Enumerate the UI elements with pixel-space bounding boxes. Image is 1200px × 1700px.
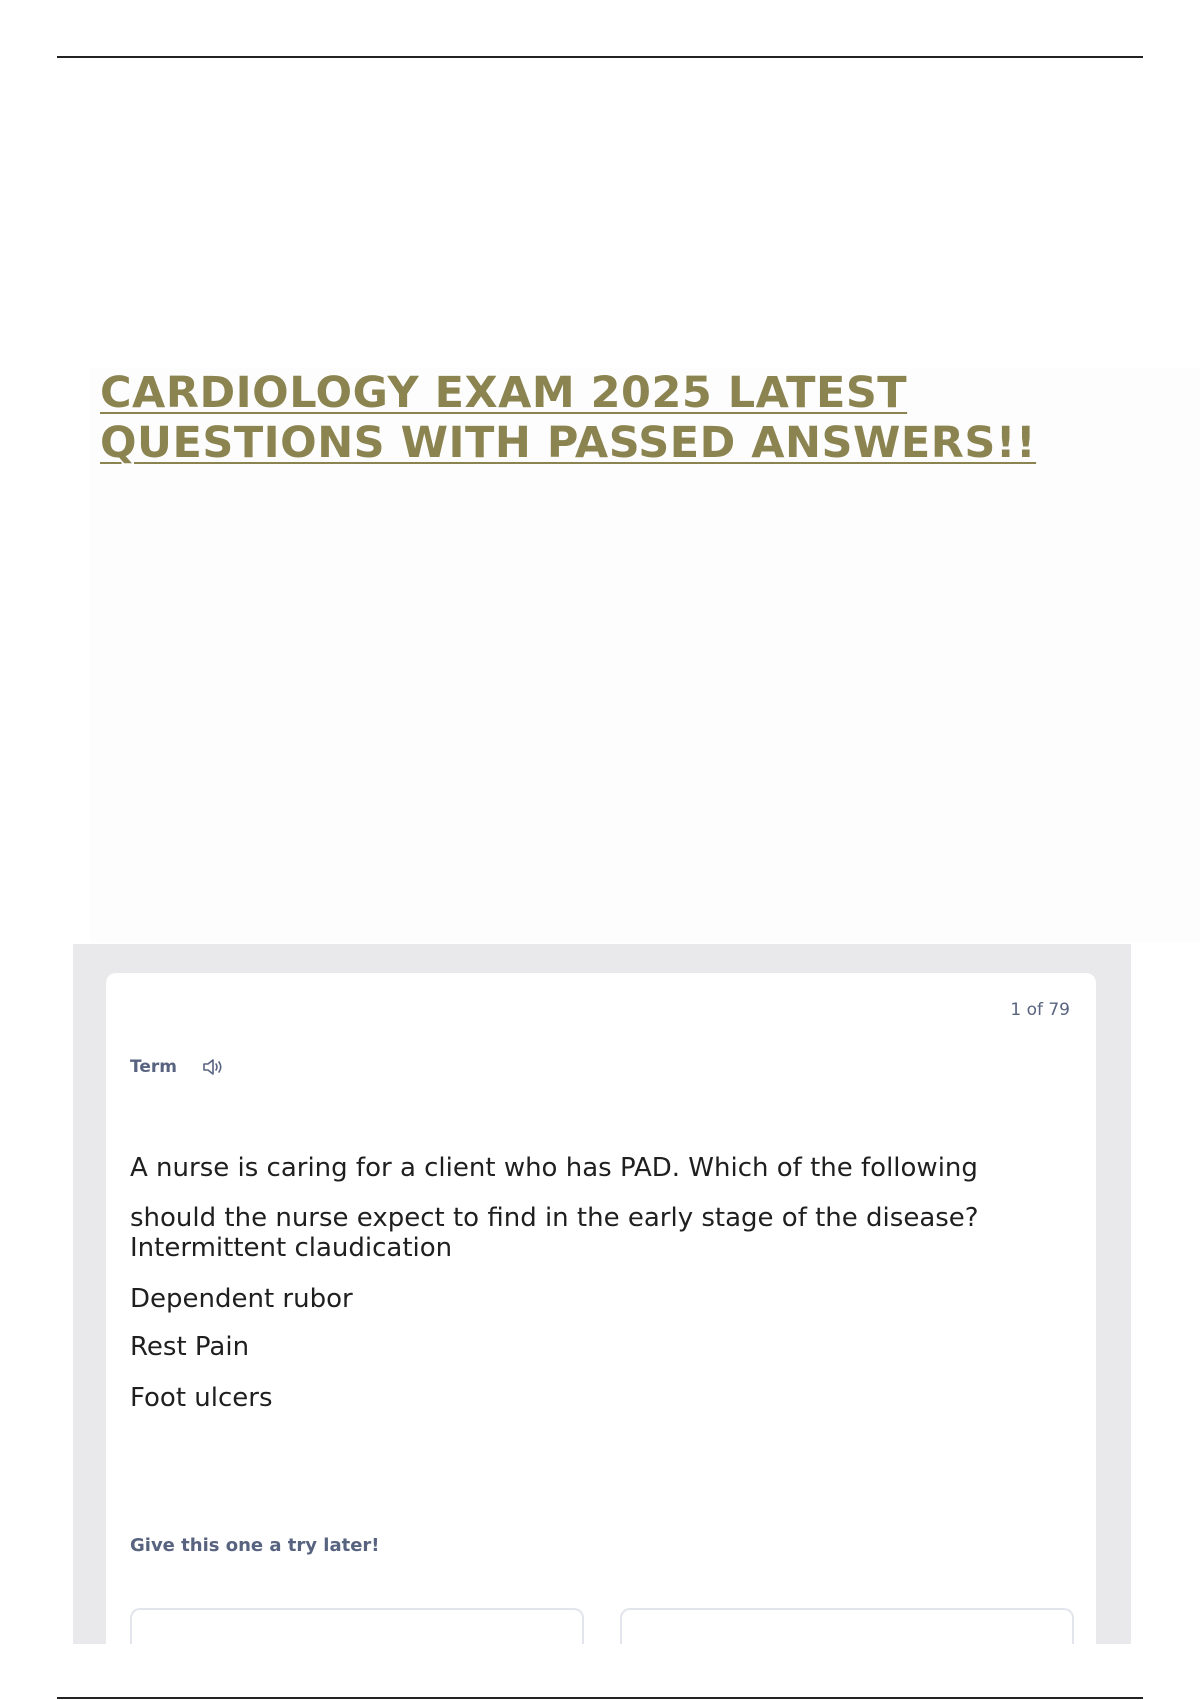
- page-bottom-margin: [0, 1644, 1200, 1696]
- document-title: [100, 368, 1100, 468]
- bottom-rule: [57, 1697, 1143, 1699]
- option-item: Dependent rubor: [130, 1284, 353, 1314]
- question-text: A nurse is caring for a client who has PAD. Which of the following should the nurse expect to find in the early stage of the disease?: [130, 1153, 979, 1233]
- option-item: Foot ulcers: [130, 1383, 273, 1413]
- term-label: Term: [130, 1057, 177, 1077]
- title-line-2: QUESTIONS WITH PASSED ANSWERS!!: [100, 418, 1037, 468]
- title-line-1: CARDIOLOGY EXAM 2025 LATEST: [100, 368, 908, 418]
- try-later-hint: Give this one a try later!: [130, 1535, 380, 1556]
- card-counter: 1 of 79: [1010, 1000, 1070, 1020]
- speaker-icon[interactable]: [201, 1057, 225, 1077]
- option-item: Intermittent claudication: [130, 1233, 453, 1263]
- top-rule: [57, 56, 1143, 58]
- term-header: [130, 1057, 225, 1077]
- option-item: Rest Pain: [130, 1332, 250, 1362]
